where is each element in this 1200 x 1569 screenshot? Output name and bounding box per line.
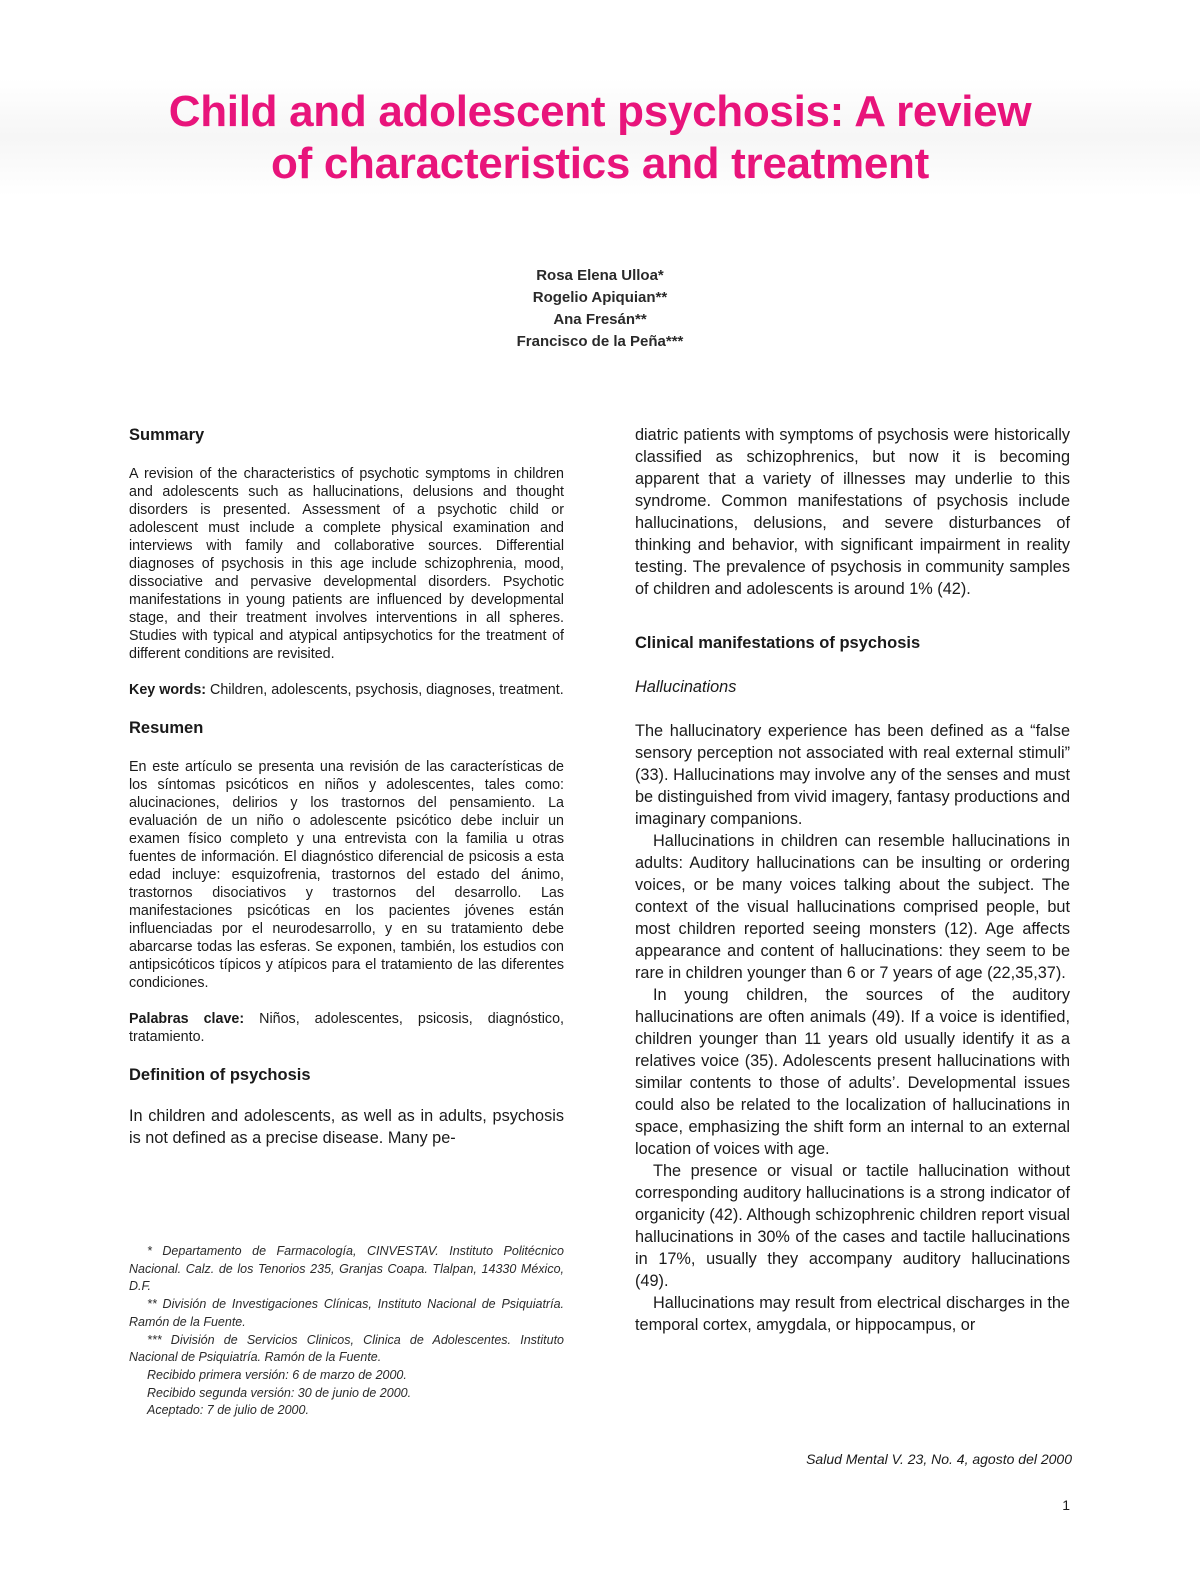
palabras-clave <box>129 1010 564 1046</box>
resumen-heading: Resumen <box>129 719 204 737</box>
footnote-3: *** División de Servicios Clinicos, Clinica de Adolescentes. Instituto Nacional de Psiquiatría. Ramón de la Fuente. <box>129 1332 564 1365</box>
definition-heading: Definition of psychosis <box>129 1066 311 1084</box>
footnote-2: ** División de Investigaciones Clínicas, Instituto Nacional de Psiquiatría. Ramón de la Fuente. <box>129 1297 564 1329</box>
author-4: Francisco de la Peña*** <box>516 333 684 350</box>
footnote-1: * Departamento de Farmacología, CINVESTAV. Instituto Politécnico Nacional. Calz. de los Tenorios 235, Granjas Coapa. Tlalpan, 14330 México, D.F. <box>129 1244 564 1294</box>
summary-heading: Summary <box>129 426 205 444</box>
palabras-text: Niños, adolescentes, psicosis, diagnóstico, tratamiento. <box>129 1011 565 1045</box>
palabras-label: Palabras clave: <box>129 1011 245 1027</box>
right-column <box>635 424 1070 1336</box>
keywords-text: Children, adolescents, psychosis, diagnoses, treatment. <box>206 682 564 698</box>
keywords-label: Key words: <box>129 682 207 698</box>
definition-text: In children and adolescents, as well as in adults, psychosis is not defined as a precise disease. Many pe- <box>129 1107 564 1147</box>
author-3: Ana Fresán** <box>553 311 647 328</box>
paragraph-5: Hallucinations may result from electrical discharges in the temporal cortex, amygdala, or hippocampus, or <box>635 1294 1070 1334</box>
article-title <box>60 86 1140 190</box>
keywords <box>129 681 564 699</box>
title-line-1: Child and adolescent psychosis: A review <box>168 87 1032 136</box>
continued-text: diatric patients with symptoms of psychosis were historically classified as schizophrenics, but now it is becoming apparent that a variety of illnesses may underlie to this syndrome. Common manifestations of psychosis include hallucinations, delusions, and severe disturbances of thinking and behavior, with significant impairment in reality testing. The prevalence of psychosis in community samples of children and adolescents is around 1% (42). <box>635 426 1070 598</box>
paragraph-2: Hallucinations in children can resemble hallucinations in adults: Auditory hallucinations can be insulting or ordering voices, or be many voices talking about the subject. The context of the visual hallucinations comprised people, but most children reported seeing monsters (12). Age affects appearance and content of hallucinations: they seem to be rare in children younger than 6 or 7 years of age (22,35,37). <box>635 832 1070 982</box>
paragraph-1: The hallucinatory experience has been defined as a “false sensory perception not associated with real external stimuli” (33). Hallucinations may involve any of the senses and must be distinguished from vivid imagery, fantasy productions and imaginary companions. <box>635 722 1070 828</box>
received-second: Recibido segunda versión: 30 de junio de 2000. <box>147 1385 412 1400</box>
footnotes <box>129 1243 564 1420</box>
summary-text: A revision of the characteristics of psychotic symptoms in children and adolescents such as hallucinations, delusions and thought disorders is presented. Assessment of a psychotic child or adolescent must include a complete physical examination and interviews with family and collaborative sources. Differential diagnoses of psychosis in this age include schizophrenia, mood, dissociative and pervasive developmental disorders. Psychotic manifestations in young patients are influenced by developmental stage, and their treatment involves interventions in all spheres. Studies with typical and atypical antipsychotics for the treatment of different conditions are revisited. <box>129 466 564 662</box>
author-2: Rogelio Apiquian** <box>532 289 668 306</box>
paragraph-4: The presence or visual or tactile hallucination without corresponding auditory hallucinations is a strong indicator of organicity (42). Although schizophrenic children report visual hallucinations in 30% of the cases and tactile hallucinations in 17%, usually they accompany auditory hallucinations (49). <box>635 1162 1070 1290</box>
page-number: 1 <box>1062 1497 1070 1513</box>
journal-citation: Salud Mental V. 23, No. 4, agosto del 2000 <box>806 1451 1072 1467</box>
received-first: Recibido primera versión: 6 de marzo de 2000. <box>147 1367 407 1382</box>
accepted-date: Aceptado: 7 de julio de 2000. <box>147 1403 309 1418</box>
hallucinations-subheading: Hallucinations <box>635 678 737 696</box>
author-list <box>300 265 900 353</box>
author-1: Rosa Elena Ulloa* <box>536 267 664 284</box>
resumen-text: En este artículo se presenta una revisión de las características de los síntomas psicóticos en niños y adolescentes, tales como: alucinaciones, delirios y los trastornos del pensamiento. La evaluación de un niño o adolescente psicótico debe incluir un examen físico completo y una entrevista con la familia u otras fuentes de información. El diagnóstico diferencial de psicosis a esta edad incluye: esquizofrenia, trastornos del estado del ánimo, trastornos disociativos y trastornos del desarrollo. Las manifestaciones psicóticas en los pacientes jóvenes están influenciadas por el neurodesarrollo, y en su tratamiento debe abarcarse todas las esferas. Se exponen, también, los estudios con antipsicóticos típicos y atípicos para el tratamiento de las diferentes condiciones. <box>129 759 564 991</box>
clinical-heading: Clinical manifestations of psychosis <box>635 634 921 652</box>
paragraph-3: In young children, the sources of the auditory hallucinations are often animals (49). If a voice is identified, children younger than 11 years old usually identify it as a relatives voice (35). Adolescents present hallucinations with similar contents to those of adults’. Developmental issues could also be related to the localization of hallucinations in space, emphasizing the shift form an internal to an external location of voices with age. <box>635 986 1070 1158</box>
title-line-2: of characteristics and treatment <box>271 139 929 188</box>
left-column <box>129 424 564 1149</box>
